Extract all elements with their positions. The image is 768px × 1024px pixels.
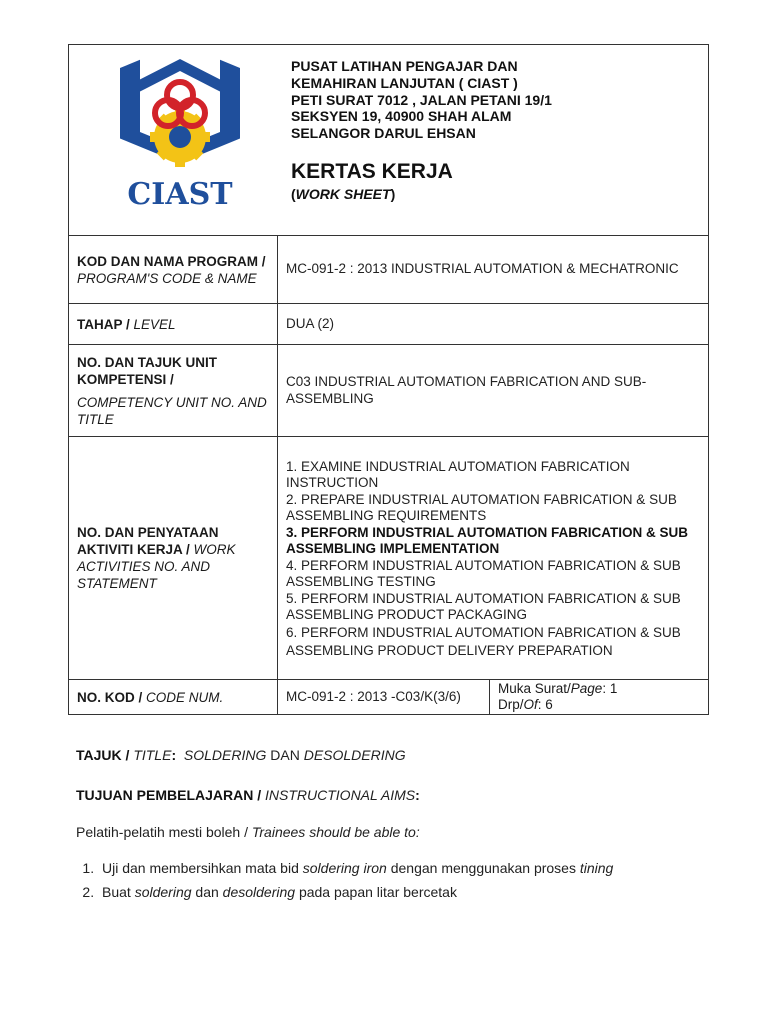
logo-text: CIAST — [127, 177, 233, 212]
level-row — [69, 304, 709, 345]
level-label: TAHAP / LEVEL — [69, 304, 278, 345]
activity-label: NO. DAN PENYATAAN AKTIVITI KERJA / WORK ACTIVITIES NO. AND STATEMENT — [69, 437, 278, 680]
org-line: PUSAT LATIHAN PENGAJAR DAN — [291, 58, 518, 74]
activity-item: 2. PREPARE INDUSTRIAL AUTOMATION FABRICATION & SUB ASSEMBLING REQUIREMENTS — [286, 491, 677, 523]
aim-item: 2. Buat soldering dan desoldering pada papan litar bercetak — [98, 880, 613, 904]
total-pages: Drp/Of: 6 — [498, 697, 553, 712]
activity-item-current: 3. PERFORM INDUSTRIAL AUTOMATION FABRICATION & SUB ASSEMBLING IMPLEMENTATION — [286, 524, 689, 556]
activity-item: 5. PERFORM INDUSTRIAL AUTOMATION FABRICATION & SUB ASSEMBLING PRODUCT PACKAGING — [286, 590, 681, 622]
program-row — [69, 236, 709, 304]
org-line: PETI SURAT 7012 , JALAN PETANI 19/1 — [291, 91, 552, 108]
level-value: DUA (2) — [278, 304, 709, 345]
org-line: KEMAHIRAN LANJUTAN ( CIAST ) — [291, 74, 518, 91]
document-title: KERTAS KERJA — [291, 160, 453, 183]
page-count — [490, 680, 709, 715]
aim-item: 1. Uji dan membersihkan mata bid soldering iron dengan menggunakan proses tining — [98, 856, 613, 880]
organization-address — [291, 58, 691, 142]
org-line: SELANGOR DARUL EHSAN — [291, 125, 476, 142]
activity-list — [278, 437, 709, 680]
instructional-aims-heading: TUJUAN PEMBELAJARAN / INSTRUCTIONAL AIMS: — [76, 787, 420, 803]
activity-row — [69, 437, 709, 680]
worksheet-header-table — [68, 44, 709, 715]
unit-value: C03 INDUSTRIAL AUTOMATION FABRICATION AND SUB-ASSEMBLING — [278, 345, 709, 437]
activity-item: 1. EXAMINE INDUSTRIAL AUTOMATION FABRICATION INSTRUCTION — [286, 458, 630, 490]
ciast-logo — [87, 55, 273, 215]
unit-row — [69, 345, 709, 437]
document-subtitle: (WORK SHEET) — [291, 186, 396, 202]
worksheet-title: TAJUK / TITLE: SOLDERING DAN DESOLDERING — [76, 747, 406, 763]
trainees-intro: Pelatih-pelatih mesti boleh / Trainees should be able to: — [76, 824, 420, 840]
org-line: SEKSYEN 19, 40900 SHAH ALAM — [291, 108, 512, 125]
code-label: NO. KOD / CODE NUM. — [69, 680, 278, 715]
page-number: Muka Surat/Page: 1 — [498, 680, 618, 696]
program-label: KOD DAN NAMA PROGRAM / PROGRAM'S CODE & NAME — [69, 236, 278, 304]
code-row — [69, 680, 709, 715]
aims-list — [76, 856, 613, 904]
unit-label: NO. DAN TAJUK UNIT KOMPETENSI / COMPETENCY UNIT NO. AND TITLE — [69, 345, 278, 437]
activity-item: 6. PERFORM INDUSTRIAL AUTOMATION FABRICATION & SUB ASSEMBLING PRODUCT DELIVERY PREPARATION — [286, 624, 681, 658]
code-value: MC-091-2 : 2013 -C03/K(3/6) — [278, 680, 490, 715]
header-cell — [69, 45, 709, 236]
activity-item: 4. PERFORM INDUSTRIAL AUTOMATION FABRICATION & SUB ASSEMBLING TESTING — [286, 557, 681, 589]
program-value: MC-091-2 : 2013 INDUSTRIAL AUTOMATION & MECHATRONIC — [278, 236, 709, 304]
